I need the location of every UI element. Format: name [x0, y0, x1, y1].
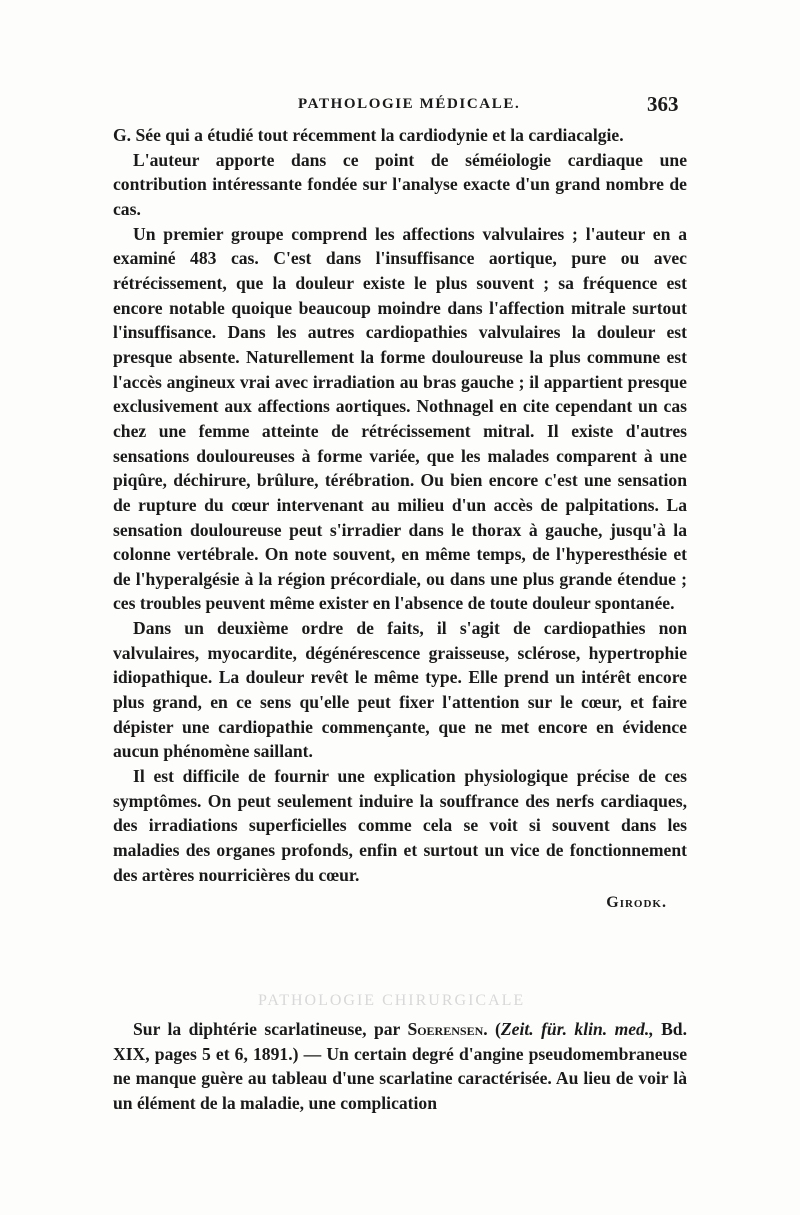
article-dash: —: [298, 1043, 327, 1064]
article-paragraph: [113, 1017, 687, 1116]
paragraph-intro: L'auteur apporte dans ce point de séméiologie cardiaque une contribution intéressante fondée sur l'analyse exacte d'un grand nombre de cas.: [113, 149, 687, 219]
article-author: Soerensen.: [407, 1019, 488, 1039]
paragraph-valvular: Un premier groupe comprend les affections valvulaires ; l'auteur en a examiné 483 cas. C'est dans l'insuffisance aortique, pure ou avec rétrécissement, que la douleur existe le plus souvent ; sa fréquence est encore notable quoique beaucoup moindre dans l'affection mitrale surtout l'insuffisance. Dans les autres cardiopathies valvulaires la douleur est presque absente. Naturellement la forme douloureuse la plus commune est l'accès angineux vrai avec irradiation au bras gauche ; il appartient presque exclusivement aux affections aortiques. Nothnagel en cite cependant un cas chez une femme atteinte de rétrécissement mitral. Il existe d'autres sensations douloureuses à forme variée, que les malades comparent à une piqûre, déchirure, brûlure, térébration. Ou bien encore c'est une sensation de rupture du cœur intervenant au milieu d'un accès de palpitations. La sensation douloureuse peut s'irradier dans le thorax à gauche, jusqu'à la colonne vertébrale. On note souvent, en même temps, de l'hyperesthésie et de l'hyperalgésie à la région précordiale, ou dans une plus grande étendue ; ces troubles peuvent même exister en l'absence de toute douleur spontanée.: [113, 223, 687, 614]
article-title: Sur la diphtérie scarlatineuse,: [133, 1019, 367, 1039]
article-open-paren: (: [487, 1019, 501, 1039]
paragraph-continuation: G. Sée qui a étudié tout récemment la cardiodynie et la cardiacalgie.: [113, 125, 624, 145]
page-number: 363: [647, 92, 679, 116]
article-reference: Bd. XIX, pages 5 et 6, 1891.): [113, 1019, 687, 1064]
article-journal: Zeit. für. klin. med.,: [500, 1019, 654, 1039]
show-through-text: PATHOLOGIE CHIRURGICALE: [258, 992, 526, 1009]
next-article: [113, 1017, 687, 1116]
running-head: PATHOLOGIE MÉDICALE.: [298, 96, 521, 112]
article-text: Un certain degré d'angine pseudomembraneuse ne manque guère au tableau d'une scarlatine caractérisée. Au lieu de voir là un élément de la maladie, une complication: [113, 1043, 687, 1113]
paragraph-non-valvular: Dans un deuxième ordre de faits, il s'agit de cardiopathies non valvulaires, myocardite, dégénérescence graisseuse, sclérose, hypertrophie idiopathique. La douleur revêt le même type. Elle prend un intérêt encore plus grand, en ce sens qu'elle peut fixer l'attention sur le cœur, et faire dépister une cardiopathie commençante, que ne met encore en évidence aucun phénomène saillant.: [113, 618, 687, 762]
paragraph-explanation: Il est difficile de fournir une explication physiologique précise de ces symptômes. On peut seulement induire la souffrance des nerfs cardiaques, des irradiations superficielles comme cela se voit si souvent dans les maladies des organes profonds, enfin et surtout un vice de fonctionnement des artères nourricières du cœur.: [113, 766, 687, 885]
article-by: par: [366, 1019, 408, 1039]
author-signature: Girodk.: [606, 894, 667, 912]
review-body: [113, 123, 687, 916]
